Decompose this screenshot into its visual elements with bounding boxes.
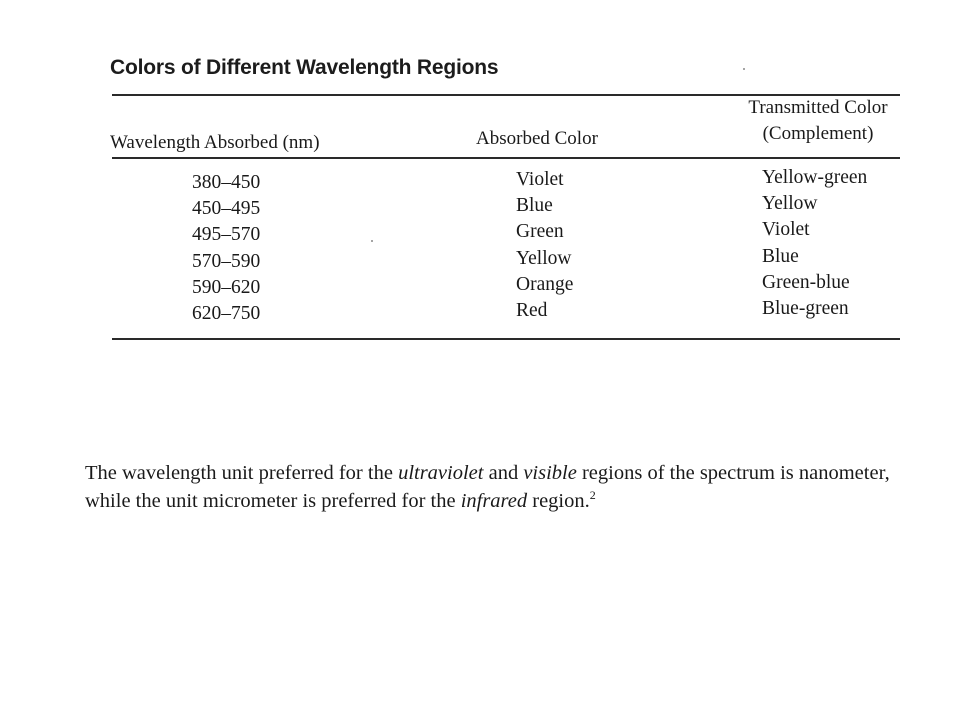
paragraph-emphasis: infrared (460, 490, 528, 512)
cell-transmitted-color: Violet (762, 219, 810, 241)
cell-wavelength: 620–750 (192, 303, 261, 325)
paragraph-emphasis: visible (523, 462, 577, 484)
scan-speck (371, 240, 373, 242)
column-wavelength (192, 170, 260, 327)
cell-absorbed-color: Violet (516, 169, 564, 190)
paragraph-text: The wavelength unit preferred for the (85, 462, 399, 484)
cell-absorbed-color: Blue (516, 195, 553, 217)
column-transmitted-color (762, 165, 867, 322)
cell-wavelength: 380–450 (192, 172, 261, 193)
cell-absorbed-color: Orange (516, 273, 574, 295)
table-header-rule (112, 157, 900, 159)
table-title: Colors of Different Wavelength Regions (110, 56, 499, 79)
cell-wavelength: 495–570 (192, 224, 261, 246)
cell-transmitted-color: Yellow (762, 193, 818, 215)
paragraph-text: region. (527, 490, 590, 512)
header-transmitted-color (720, 95, 916, 147)
header-transmitted-line2: (Complement) (762, 123, 874, 144)
column-absorbed-color (516, 167, 573, 324)
header-wavelength-absorbed: Wavelength Absorbed (nm) (110, 132, 320, 153)
cell-absorbed-color: Red (516, 300, 548, 322)
cell-transmitted-color: Green-blue (762, 271, 850, 293)
cell-wavelength: 570–590 (192, 250, 261, 272)
paragraph-text: and (483, 462, 524, 484)
body-paragraph (85, 459, 905, 515)
footnote-marker: 2 (589, 488, 596, 502)
cell-absorbed-color: Yellow (516, 247, 572, 269)
cell-transmitted-color: Blue (762, 245, 799, 267)
cell-transmitted-color: Blue-green (762, 298, 849, 320)
header-transmitted-line1: Transmitted Color (748, 97, 888, 118)
cell-absorbed-color: Green (516, 221, 564, 243)
scan-speck (743, 68, 745, 70)
paragraph-emphasis: ultraviolet (398, 462, 484, 484)
table-bottom-rule (112, 338, 900, 340)
cell-transmitted-color: Yellow-green (762, 167, 868, 188)
header-absorbed-color: Absorbed Color (476, 128, 598, 149)
cell-wavelength: 590–620 (192, 276, 261, 298)
paragraph-text: regions of the spectrum is nanometer, while the unit micrometer is preferred for the (85, 462, 890, 512)
cell-wavelength: 450–495 (192, 198, 261, 220)
